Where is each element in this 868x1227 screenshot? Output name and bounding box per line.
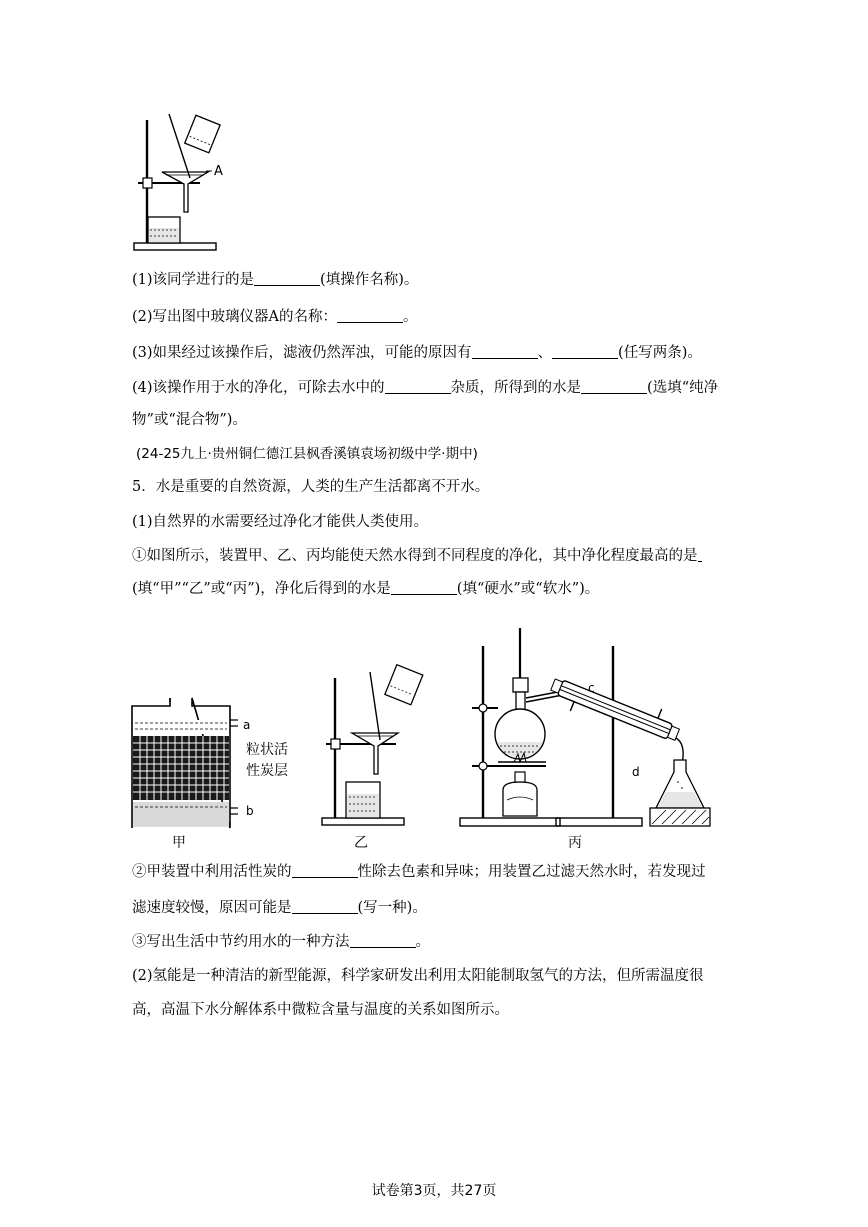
q4-part3-mid: 、 [537,345,553,361]
q5-part2-line2 [132,1000,509,1020]
page-footer [0,1180,868,1200]
answer-blank[interactable] [472,344,538,359]
label-a: a [243,718,251,732]
caption-yi: 乙 [354,835,368,851]
q4-part4-prefix: (4)该操作用于水的净化，可除去水中的 [132,380,385,396]
label-a: A [214,164,223,179]
caption-bing: 丙 [568,835,582,851]
caption-jia: 甲 [172,835,186,851]
q5-sub3-prefix: ③写出生活中节约用水的一种方法 [132,934,350,950]
apparatus-yi [322,665,423,851]
q5-sub2-line1 [132,862,706,882]
q4-part3 [132,343,702,363]
q4-part4-suffix: (选填“纯净 [647,380,719,396]
q5-sub1-line2-suffix: (填“硬水”或“软水”)。 [456,581,600,597]
q4-part3-suffix: (任写两条)。 [618,345,702,361]
apparatus-bing [460,628,710,851]
q5-sub1-line2-prefix: (填“甲”“乙”或“丙”)，净化后得到的水是 [132,581,391,597]
carbon-layer-label-1: 粒状活 [246,742,288,758]
q5-intro-text: 5．水是重要的自然资源，人类的生产生活都离不开水。 [132,479,490,495]
q4-part1 [132,270,418,290]
q5-sub1-line2 [132,579,599,599]
q5-sub2-mid: 性除去色素和异味；用装置乙过滤天然水时，若发现过 [357,864,706,880]
question-source-text: (24-25九上·贵州铜仁德江县枫香溪镇袁场初级中学·期中) [136,446,478,462]
page-number: 试卷第3页，共27页 [371,1183,497,1199]
answer-blank[interactable] [385,379,451,394]
answer-blank[interactable] [552,344,618,359]
q4-part2 [132,307,418,327]
label-c: c [588,681,595,695]
q5-sub3-suffix: 。 [415,934,430,950]
q5-sub2-line2-suffix: (写一种)。 [357,900,427,916]
answer-blank[interactable] [337,308,403,323]
q4-part2-suffix: 。 [403,309,418,325]
purification-figure [126,622,726,862]
answer-blank[interactable] [350,933,416,948]
question-source [136,444,478,464]
q5-intro [132,477,489,497]
answer-blank[interactable] [254,271,320,286]
answer-blank[interactable] [581,379,647,394]
q5-part2-line1-text: (2)氢能是一种清洁的新型能源，科学家研发出利用太阳能制取氢气的方法，但所需温度很 [132,968,704,984]
answer-blank[interactable] [292,863,358,878]
q5-sub2-prefix: ②甲装置中利用活性炭的 [132,864,292,880]
q4-part1-prefix: (1)该同学进行的是 [132,272,255,288]
q5-sub1-line1-text: ①如图所示，装置甲、乙、丙均能使天然水得到不同程度的净化，其中净化程度最高的是 [132,548,698,564]
answer-blank[interactable] [391,580,457,595]
apparatus-jia [132,698,288,851]
q4-part2-prefix: (2)写出图中玻璃仪器A的名称： [132,309,338,325]
q4-part4-mid: 杂质，所得到的水是 [450,380,582,396]
answer-blank[interactable] [292,899,358,914]
q4-part1-suffix: (填操作名称)。 [320,272,419,288]
q5-part2-line2-text: 高，高温下水分解体系中微粒含量与温度的关系如图所示。 [132,1002,509,1018]
label-b: b [246,804,254,818]
q5-part1-text: (1)自然界的水需要经过净化才能供人类使用。 [132,514,429,530]
q4-part4-line2-text: 物”或“混合物”)。 [132,412,247,428]
q5-sub3 [132,932,430,952]
q4-part4 [132,378,718,398]
q5-sub2-line2-prefix: 滤速度较慢，原因可能是 [132,900,292,916]
label-d: d [632,765,640,779]
answer-blank[interactable] [698,547,702,562]
q5-part2-line1 [132,966,704,986]
q5-sub2-line2 [132,898,427,918]
q4-part3-prefix: (3)如果经过该操作后，滤液仍然浑浊，可能的原因有 [132,345,472,361]
q5-part1 [132,512,428,532]
q4-part4-line2 [132,410,247,430]
filtration-figure [126,112,356,252]
carbon-layer-label-2: 性炭层 [246,763,288,779]
q5-sub1-line1 [132,546,702,566]
